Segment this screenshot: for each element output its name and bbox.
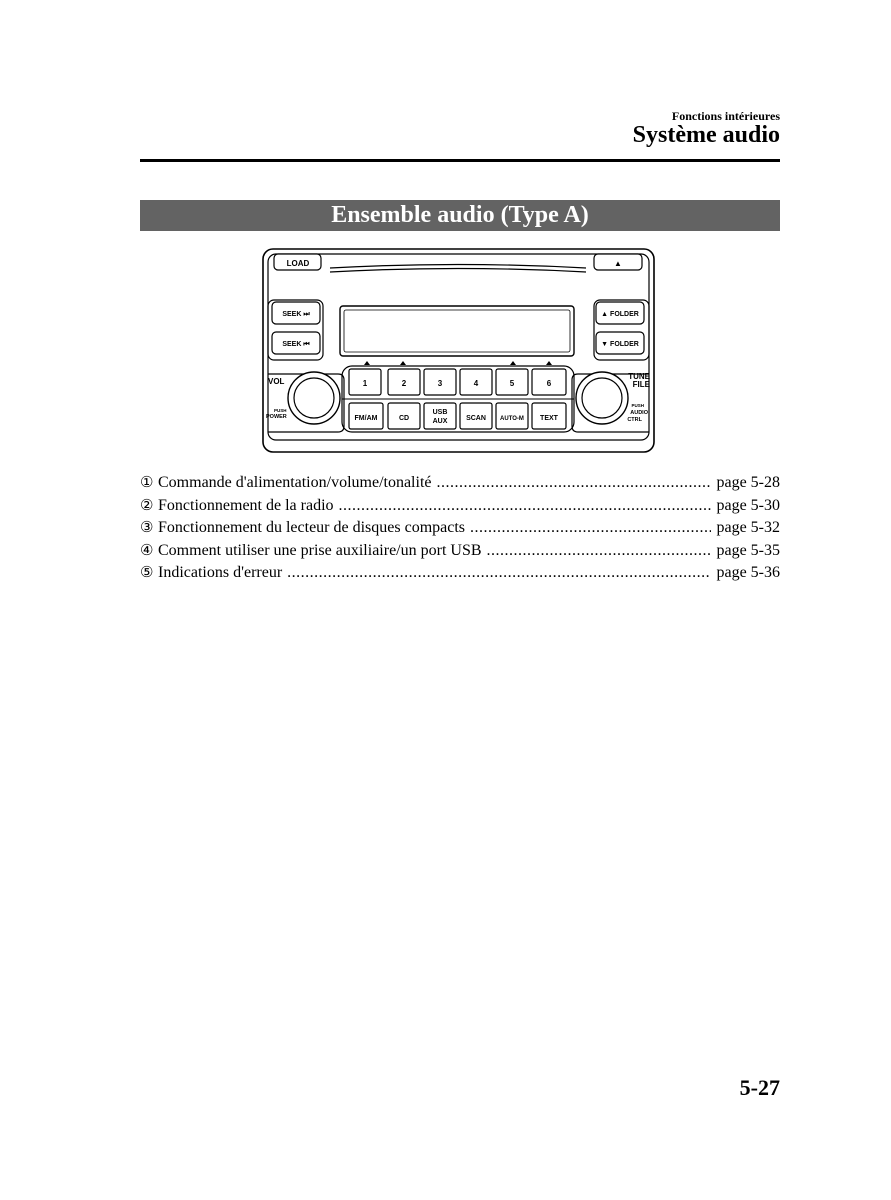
section-label: Fonctions intérieures xyxy=(671,109,780,123)
svg-text:SEEK ⏮: SEEK ⏮ xyxy=(282,341,310,348)
toc-page: page 5-35 xyxy=(716,541,780,559)
toc-item[interactable]: ⑤ Indications d'erreur ..... page 5-36 xyxy=(140,563,780,586)
toc-item[interactable]: ② Fonctionnement de la radio ..... page 5-30 xyxy=(140,496,780,519)
leader-dots xyxy=(437,474,712,492)
folder-up-button[interactable] xyxy=(596,302,644,324)
toc-item[interactable]: ④ Comment utiliser une prise auxiliaire/un port USB ..... page 5-35 xyxy=(140,541,780,564)
svg-text:FM/AM: FM/AM xyxy=(354,415,378,422)
page-title: Système audio xyxy=(632,122,780,148)
leader-dots xyxy=(287,564,711,582)
scan-button[interactable] xyxy=(460,403,492,429)
vol-label: VOL xyxy=(268,377,285,386)
usb-aux-button[interactable] xyxy=(424,403,456,429)
leader-dots xyxy=(487,542,712,560)
toc-label: Indications d'erreur xyxy=(158,564,283,581)
svg-text:▲: ▲ xyxy=(614,259,622,268)
svg-text:TEXT: TEXT xyxy=(540,415,558,422)
leader-dots xyxy=(470,519,711,537)
audio-unit-illustration xyxy=(262,248,655,453)
leader-dots xyxy=(339,497,712,515)
preset-button-6[interactable] xyxy=(532,369,566,395)
preset-button-3[interactable] xyxy=(424,369,456,395)
svg-text:4: 4 xyxy=(473,379,479,388)
toc-label: Comment utiliser une prise auxiliaire/un port USB xyxy=(158,541,482,559)
page-number: 5-27 xyxy=(739,1075,780,1100)
power-label: POWER xyxy=(266,414,287,420)
toc-page: page 5-32 xyxy=(716,519,780,536)
toc-page: page 5-28 xyxy=(716,474,780,491)
header-rule xyxy=(140,159,780,162)
svg-text:SCAN: SCAN xyxy=(466,415,486,422)
toc-page: page 5-36 xyxy=(716,564,780,581)
svg-text:1: 1 xyxy=(362,379,368,388)
svg-text:▲ FOLDER: ▲ FOLDER xyxy=(601,311,639,318)
preset-button-1[interactable] xyxy=(349,369,381,395)
svg-text:3: 3 xyxy=(437,379,443,388)
tune-label: TUNE xyxy=(628,372,650,381)
seek-up-button[interactable] xyxy=(272,302,320,324)
file-label: FILE xyxy=(632,380,650,389)
svg-text:LOAD: LOAD xyxy=(286,259,310,268)
svg-text:▼ FOLDER: ▼ FOLDER xyxy=(601,341,639,348)
push-label: PUSH xyxy=(274,408,287,413)
cd-button[interactable] xyxy=(388,403,420,429)
svg-text:2: 2 xyxy=(401,379,407,388)
svg-text:AUTO-M: AUTO-M xyxy=(500,416,524,422)
toc-item[interactable]: ③ Fonctionnement du lecteur de disques compacts ..... page 5-32 xyxy=(140,518,780,541)
text-button[interactable] xyxy=(532,403,566,429)
svg-text:AUX: AUX xyxy=(432,418,448,425)
fm-am-button[interactable] xyxy=(349,403,383,429)
preset-button-4[interactable] xyxy=(460,369,492,395)
push-right-label: PUSH xyxy=(631,403,644,408)
section-banner: Ensemble audio (Type A) xyxy=(140,200,780,231)
audio-label: AUDIO xyxy=(630,410,648,416)
svg-text:SEEK ⏭: SEEK ⏭ xyxy=(282,311,310,318)
toc-page: page 5-30 xyxy=(716,496,780,514)
load-button[interactable] xyxy=(274,254,321,270)
contents-list xyxy=(140,473,780,586)
svg-text:6: 6 xyxy=(546,379,552,388)
svg-text:CD: CD xyxy=(398,415,410,422)
preset-button-5[interactable] xyxy=(496,369,528,395)
ctrl-label: CTRL xyxy=(627,417,642,423)
eject-button[interactable] xyxy=(594,254,642,270)
seek-down-button[interactable] xyxy=(272,332,320,354)
svg-text:USB: USB xyxy=(432,409,448,416)
preset-button-2[interactable] xyxy=(388,369,420,395)
auto-m-button[interactable] xyxy=(496,403,528,429)
folder-down-button[interactable] xyxy=(596,332,644,354)
svg-text:5: 5 xyxy=(509,379,515,388)
toc-label: Fonctionnement du lecteur de disques compacts xyxy=(158,519,466,536)
toc-label: Fonctionnement de la radio xyxy=(158,496,334,514)
toc-item[interactable]: ① Commande d'alimentation/volume/tonalité ..... page 5-28 xyxy=(140,473,780,496)
toc-label: Commande d'alimentation/volume/tonalité xyxy=(158,474,432,491)
